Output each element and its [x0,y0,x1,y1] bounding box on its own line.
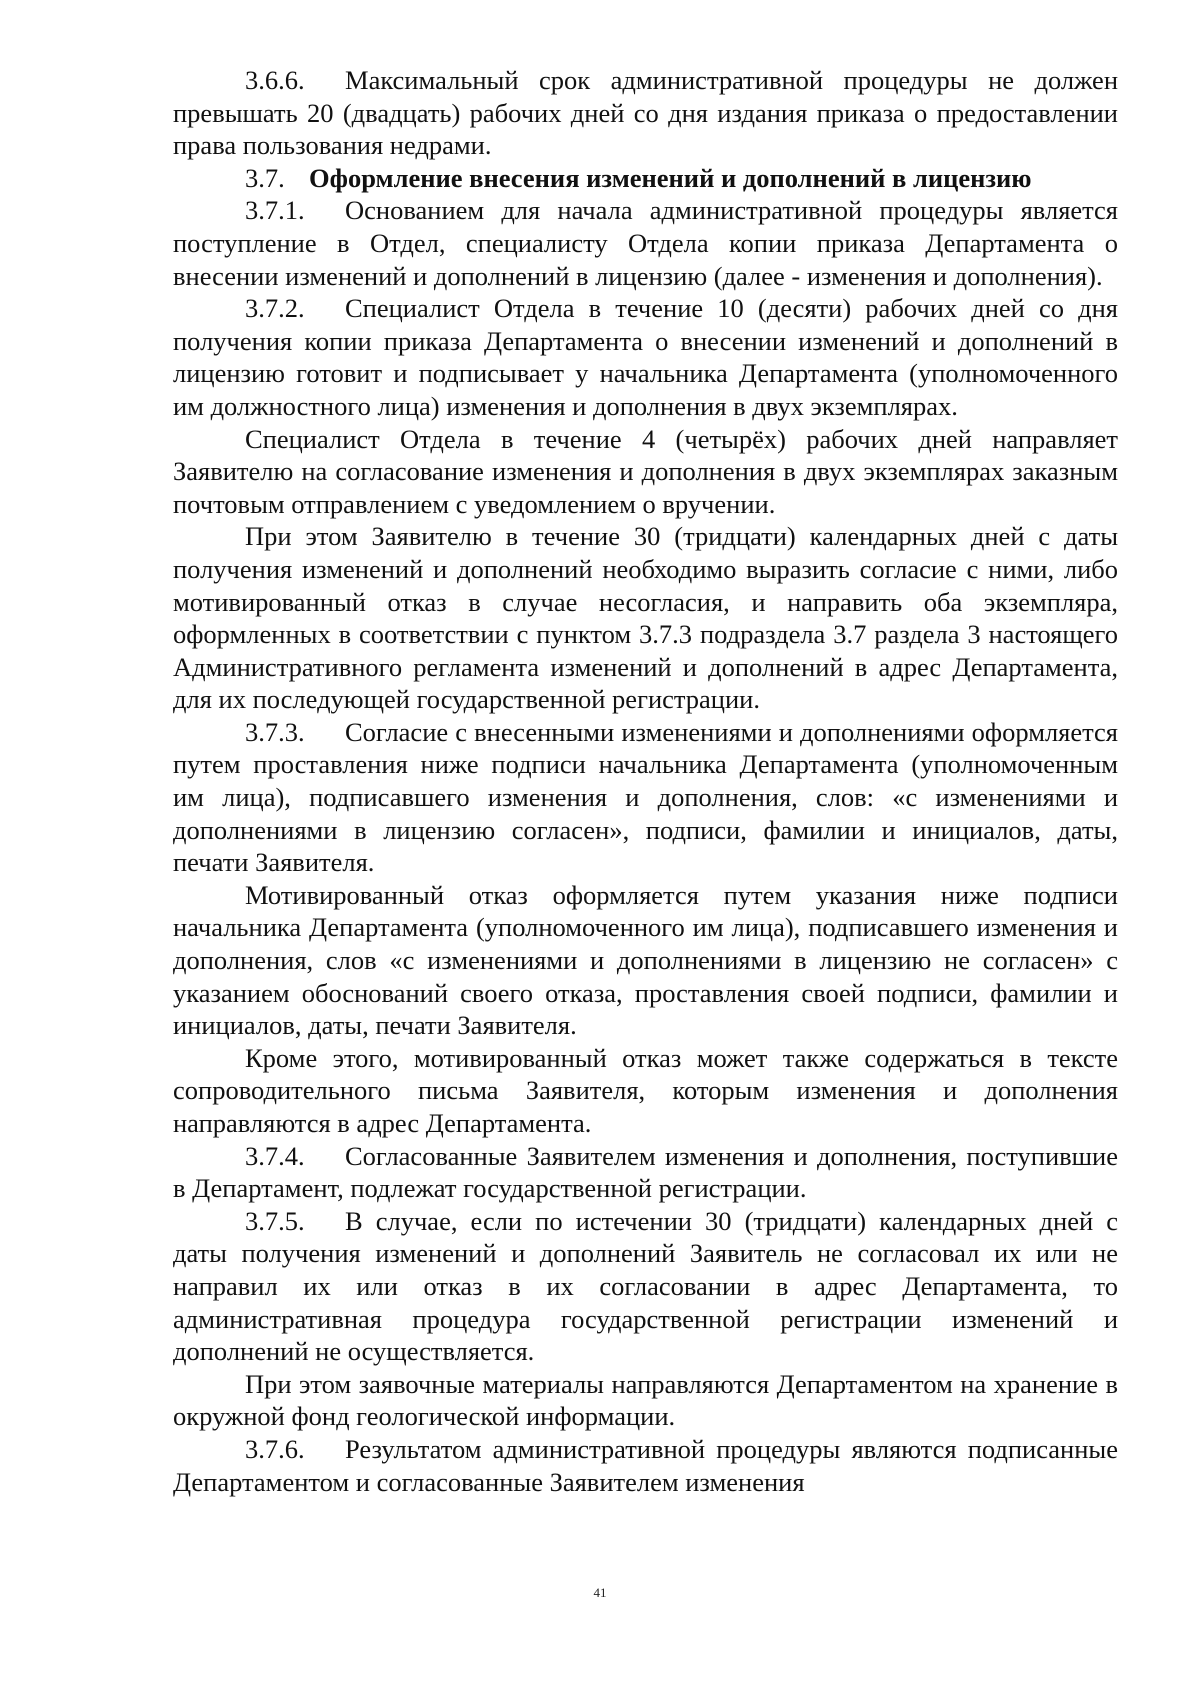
paragraph-3-6-6 [173,64,1118,162]
paragraph-3-7-5 [173,1205,1118,1368]
paragraph-number: 3.7.5. [245,1205,305,1236]
paragraph-3-7-5-storage [173,1368,1118,1433]
section-title: Оформление внесения изменений и дополнений в лицензию [309,162,1032,193]
paragraph-text: Результатом административной процедуры являются подписанные Департаментом и согласованные Заявителем изменения [173,1433,1118,1497]
page-number: 41 [593,1585,607,1600]
paragraph-text: Мотивированный отказ оформляется путем указания ниже подписи начальника Департамента (уполномоченного им лица), подписавшего изменения и дополнения, слов «с изменениями и дополнениями в лицензию не согласен» с указанием обоснований своего отказа, проставления своей подписи, фамилии и инициалов, даты, печати Заявителя. [173,879,1118,1041]
paragraph-3-7-3-letter [173,1042,1118,1140]
paragraph-3-7-2-dispatch [173,423,1118,521]
paragraph-3-7-1 [173,194,1118,292]
paragraph-number: 3.7.4. [245,1140,305,1171]
paragraph-3-7-3 [173,716,1118,879]
paragraph-text: В случае, если по истечении 30 (тридцати) календарных дней с даты получения изменений и дополнений Заявитель не согласовал их или не направил их или отказ в их согласовании в адрес Департамента, то административная процедура государственной регистрации изменений и дополнений не осуществляется. [173,1205,1118,1367]
paragraph-3-7-2-consent-period [173,520,1118,716]
paragraph-number: 3.7.6. [245,1433,305,1464]
paragraph-text: Специалист Отдела в течение 10 (десяти) рабочих дней со дня получения копии приказа Департамента о внесении изменений и дополнений в лицензию готовит и подписывает у начальника Департамента (уполномоченного им должностного лица) изменения и дополнения в двух экземплярах. [173,293,1118,421]
paragraph-text: При этом заявочные материалы направляются Департаментом на хранение в окружной фонд геологической информации. [173,1368,1118,1432]
paragraph-3-7-4 [173,1140,1118,1205]
paragraph-text: При этом Заявителю в течение 30 (тридцати) календарных дней с даты получения изменений и дополнений необходимо выразить согласие с ними, либо мотивированный отказ в случае несогласия, и направить оба экземпляра, оформленных в соответствии с пунктом 3.7.3 подраздела 3.7 раздела 3 настоящего Административного регламента изменений и дополнений в адрес Департамента, для их последующей государственной регистрации. [173,521,1118,715]
paragraph-3-7-6 [173,1433,1118,1498]
document-body [173,64,1118,1498]
paragraph-3-7-3-refusal [173,879,1118,1042]
paragraph-text: Специалист Отдела в течение 4 (четырёх) рабочих дней направляет Заявителю на согласование изменения и дополнения в двух экземплярах заказным почтовым отправлением с уведомлением о вручении. [173,423,1118,519]
section-number: 3.7. [245,162,285,193]
paragraph-text: Согласованные Заявителем изменения и дополнения, поступившие в Департамент, подлежат государственной регистрации. [173,1140,1118,1204]
paragraph-number: 3.7.1. [245,195,305,226]
paragraph-3-7-2 [173,292,1118,422]
paragraph-number: 3.6.6. [245,65,305,95]
paragraph-text: Максимальный срок административной процедуры не должен превышать 20 (двадцать) рабочих дней со дня издания приказа о предоставлении права пользования недрами. [173,65,1118,161]
paragraph-text: Кроме этого, мотивированный отказ может также содержаться в тексте сопроводительного письма Заявителя, которым изменения и дополнения направляются в адрес Департамента. [173,1042,1118,1138]
paragraph-number: 3.7.2. [245,293,305,324]
section-heading-3-7 [173,162,1118,195]
paragraph-text: Согласие с внесенными изменениями и дополнениями оформляется путем проставления ниже подписи начальника Департамента (уполномоченным им лица), подписавшего изменения и дополнения, слов: «с изменениями и дополнениями в лицензию согласен», подписи, фамилии и инициалов, даты, печати Заявителя. [173,716,1118,878]
paragraph-number: 3.7.3. [245,716,305,747]
paragraph-text: Основанием для начала административной процедуры является поступление в Отдел, специалисту Отдела копии приказа Департамента о внесении изменений и дополнений в лицензию (далее - изменения и дополнения). [173,195,1118,291]
